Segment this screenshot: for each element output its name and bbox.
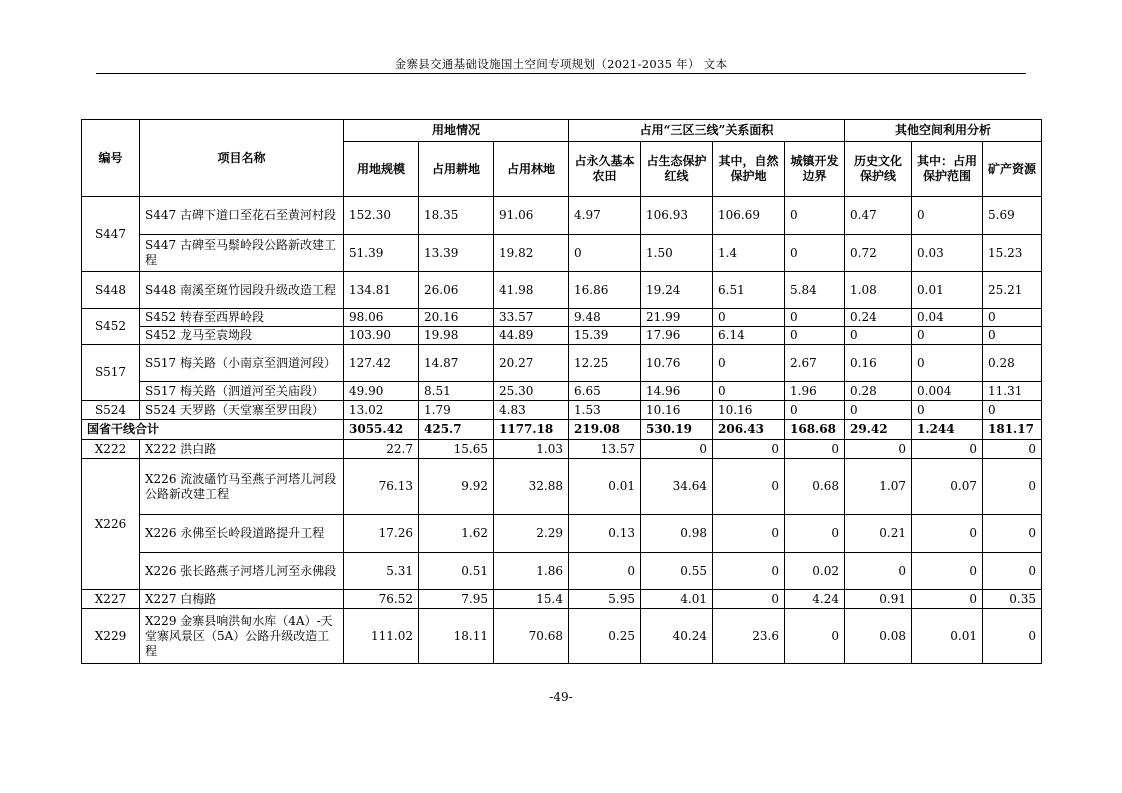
value-cell: 0.16 bbox=[845, 345, 912, 382]
value-cell: 0.13 bbox=[569, 515, 641, 553]
project-name: S447 古碑至马鬃岭段公路新改建工程 bbox=[140, 235, 344, 272]
value-cell: 0 bbox=[845, 440, 912, 459]
value-cell: 13.57 bbox=[569, 440, 641, 459]
value-cell: 0 bbox=[713, 309, 785, 327]
table-row bbox=[82, 197, 1042, 235]
table-row bbox=[82, 459, 1042, 515]
value-cell: 20.16 bbox=[419, 309, 494, 327]
value-cell: 19.98 bbox=[419, 327, 494, 345]
value-cell: 7.95 bbox=[419, 590, 494, 609]
project-name: X226 张长路燕子河塔儿河至永佛段 bbox=[140, 553, 344, 590]
value-cell: 41.98 bbox=[494, 272, 569, 309]
value-cell: 0 bbox=[983, 401, 1042, 420]
value-cell: 0 bbox=[983, 515, 1042, 553]
table-row bbox=[82, 401, 1042, 420]
value-cell: 0 bbox=[983, 440, 1042, 459]
value-cell: 5.31 bbox=[344, 553, 419, 590]
value-cell: 1.86 bbox=[494, 553, 569, 590]
value-cell: 4.83 bbox=[494, 401, 569, 420]
value-cell: 9.92 bbox=[419, 459, 494, 515]
sub-header: 用地规模 bbox=[344, 142, 419, 197]
sub-header: 占用耕地 bbox=[419, 142, 494, 197]
sub-header: 占生态保护红线 bbox=[641, 142, 713, 197]
col-header-name: 项目名称 bbox=[140, 120, 344, 197]
value-cell: 0 bbox=[785, 609, 845, 664]
row-code: X226 bbox=[82, 459, 140, 590]
page-number: -49- bbox=[549, 690, 573, 704]
project-name: X229 金寨县响洪甸水库（4A）-天堂寨风景区（5A）公路升级改造工程 bbox=[140, 609, 344, 664]
value-cell: 20.27 bbox=[494, 345, 569, 382]
value-cell: 152.30 bbox=[344, 197, 419, 235]
group-header-three-zones: 占用“三区三线”关系面积 bbox=[569, 120, 845, 142]
value-cell: 0.28 bbox=[983, 345, 1042, 382]
value-cell: 0.35 bbox=[983, 590, 1042, 609]
value-cell: 23.6 bbox=[713, 609, 785, 664]
value-cell: 4.97 bbox=[569, 197, 641, 235]
total-value: 181.17 bbox=[983, 420, 1042, 440]
value-cell: 13.02 bbox=[344, 401, 419, 420]
table-row bbox=[82, 553, 1042, 590]
project-name: S448 南溪至斑竹园段升级改造工程 bbox=[140, 272, 344, 309]
value-cell: 9.48 bbox=[569, 309, 641, 327]
value-cell: 0.08 bbox=[845, 609, 912, 664]
project-name: S517 梅关路（小南京至泗道河段） bbox=[140, 345, 344, 382]
value-cell: 0 bbox=[983, 553, 1042, 590]
value-cell: 1.07 bbox=[845, 459, 912, 515]
value-cell: 10.76 bbox=[641, 345, 713, 382]
value-cell: 0 bbox=[912, 345, 983, 382]
value-cell: 14.96 bbox=[641, 382, 713, 401]
value-cell: 0.21 bbox=[845, 515, 912, 553]
row-code: X227 bbox=[82, 590, 140, 609]
value-cell: 76.52 bbox=[344, 590, 419, 609]
total-value: 219.08 bbox=[569, 420, 641, 440]
value-cell: 1.4 bbox=[713, 235, 785, 272]
table-row bbox=[82, 235, 1042, 272]
row-code: S517 bbox=[82, 345, 140, 401]
value-cell: 17.96 bbox=[641, 327, 713, 345]
value-cell: 0 bbox=[912, 515, 983, 553]
value-cell: 76.13 bbox=[344, 459, 419, 515]
value-cell: 2.67 bbox=[785, 345, 845, 382]
value-cell: 0 bbox=[912, 401, 983, 420]
value-cell: 0.72 bbox=[845, 235, 912, 272]
value-cell: 0 bbox=[713, 515, 785, 553]
value-cell: 21.99 bbox=[641, 309, 713, 327]
value-cell: 0 bbox=[845, 401, 912, 420]
table-row bbox=[82, 609, 1042, 664]
value-cell: 0 bbox=[713, 459, 785, 515]
page-header: 金寨县交通基础设施国土空间专项规划（2021-2035 年） 文本 bbox=[394, 57, 728, 71]
group-header-land: 用地情况 bbox=[344, 120, 569, 142]
value-cell: 15.23 bbox=[983, 235, 1042, 272]
value-cell: 18.35 bbox=[419, 197, 494, 235]
value-cell: 1.62 bbox=[419, 515, 494, 553]
value-cell: 4.01 bbox=[641, 590, 713, 609]
value-cell: 0 bbox=[785, 235, 845, 272]
value-cell: 26.06 bbox=[419, 272, 494, 309]
value-cell: 0 bbox=[845, 553, 912, 590]
value-cell: 0.004 bbox=[912, 382, 983, 401]
value-cell: 0 bbox=[912, 590, 983, 609]
value-cell: 0.25 bbox=[569, 609, 641, 664]
value-cell: 15.4 bbox=[494, 590, 569, 609]
table-row bbox=[82, 382, 1042, 401]
value-cell: 1.50 bbox=[641, 235, 713, 272]
value-cell: 106.69 bbox=[713, 197, 785, 235]
value-cell: 1.53 bbox=[569, 401, 641, 420]
value-cell: 10.16 bbox=[713, 401, 785, 420]
value-cell: 0 bbox=[912, 440, 983, 459]
project-name: S524 天罗路（天堂寨至罗田段） bbox=[140, 401, 344, 420]
value-cell: 0 bbox=[912, 553, 983, 590]
value-cell: 34.64 bbox=[641, 459, 713, 515]
value-cell: 0 bbox=[569, 553, 641, 590]
total-row bbox=[82, 420, 1042, 440]
value-cell: 0.01 bbox=[912, 609, 983, 664]
value-cell: 16.86 bbox=[569, 272, 641, 309]
value-cell: 13.39 bbox=[419, 235, 494, 272]
header-rule bbox=[96, 73, 1026, 74]
row-code: S447 bbox=[82, 197, 140, 272]
value-cell: 18.11 bbox=[419, 609, 494, 664]
value-cell: 44.89 bbox=[494, 327, 569, 345]
value-cell: 1.96 bbox=[785, 382, 845, 401]
land-use-table bbox=[81, 119, 1042, 664]
value-cell: 111.02 bbox=[344, 609, 419, 664]
value-cell: 98.06 bbox=[344, 309, 419, 327]
value-cell: 0.51 bbox=[419, 553, 494, 590]
table-row bbox=[82, 345, 1042, 382]
row-code: X222 bbox=[82, 440, 140, 459]
table-row bbox=[82, 327, 1042, 345]
total-label: 国省干线合计 bbox=[82, 420, 344, 440]
total-value: 168.68 bbox=[785, 420, 845, 440]
value-cell: 91.06 bbox=[494, 197, 569, 235]
table-row bbox=[82, 272, 1042, 309]
value-cell: 33.57 bbox=[494, 309, 569, 327]
value-cell: 5.95 bbox=[569, 590, 641, 609]
value-cell: 0.02 bbox=[785, 553, 845, 590]
value-cell: 5.69 bbox=[983, 197, 1042, 235]
value-cell: 25.21 bbox=[983, 272, 1042, 309]
sub-header: 其中：占用保护范围 bbox=[912, 142, 983, 197]
value-cell: 0 bbox=[641, 440, 713, 459]
value-cell: 0.01 bbox=[912, 272, 983, 309]
value-cell: 0.91 bbox=[845, 590, 912, 609]
value-cell: 6.65 bbox=[569, 382, 641, 401]
value-cell: 0 bbox=[983, 459, 1042, 515]
value-cell: 10.16 bbox=[641, 401, 713, 420]
value-cell: 12.25 bbox=[569, 345, 641, 382]
project-name: X222 洪白路 bbox=[140, 440, 344, 459]
value-cell: 127.42 bbox=[344, 345, 419, 382]
value-cell: 0 bbox=[983, 327, 1042, 345]
total-value: 530.19 bbox=[641, 420, 713, 440]
value-cell: 8.51 bbox=[419, 382, 494, 401]
value-cell: 70.68 bbox=[494, 609, 569, 664]
total-value: 206.43 bbox=[713, 420, 785, 440]
project-name: X226 流波礚竹马至燕子河塔儿河段公路新改建工程 bbox=[140, 459, 344, 515]
row-code: S448 bbox=[82, 272, 140, 309]
table-row bbox=[82, 440, 1042, 459]
project-name: S452 龙马至袁坳段 bbox=[140, 327, 344, 345]
project-name: S447 古碑下道口至花石至黄河村段 bbox=[140, 197, 344, 235]
value-cell: 19.24 bbox=[641, 272, 713, 309]
value-cell: 0 bbox=[785, 401, 845, 420]
value-cell: 103.90 bbox=[344, 327, 419, 345]
value-cell: 19.82 bbox=[494, 235, 569, 272]
project-name: S517 梅关路（泗道河至关庙段） bbox=[140, 382, 344, 401]
value-cell: 14.87 bbox=[419, 345, 494, 382]
sub-header: 历史文化保护线 bbox=[845, 142, 912, 197]
value-cell: 1.79 bbox=[419, 401, 494, 420]
value-cell: 0.68 bbox=[785, 459, 845, 515]
value-cell: 1.03 bbox=[494, 440, 569, 459]
value-cell: 0.01 bbox=[569, 459, 641, 515]
group-header-other: 其他空间利用分析 bbox=[845, 120, 1042, 142]
value-cell: 0 bbox=[845, 327, 912, 345]
total-value: 29.42 bbox=[845, 420, 912, 440]
value-cell: 0 bbox=[785, 440, 845, 459]
value-cell: 0 bbox=[983, 609, 1042, 664]
value-cell: 0.47 bbox=[845, 197, 912, 235]
table-row bbox=[82, 309, 1042, 327]
value-cell: 0 bbox=[983, 309, 1042, 327]
value-cell: 0.28 bbox=[845, 382, 912, 401]
row-code: S452 bbox=[82, 309, 140, 345]
value-cell: 4.24 bbox=[785, 590, 845, 609]
value-cell: 0.98 bbox=[641, 515, 713, 553]
value-cell: 0.03 bbox=[912, 235, 983, 272]
table-row bbox=[82, 590, 1042, 609]
project-name: X226 永佛至长岭段道路提升工程 bbox=[140, 515, 344, 553]
value-cell: 0.55 bbox=[641, 553, 713, 590]
value-cell: 15.39 bbox=[569, 327, 641, 345]
value-cell: 0 bbox=[713, 440, 785, 459]
value-cell: 22.7 bbox=[344, 440, 419, 459]
value-cell: 25.30 bbox=[494, 382, 569, 401]
value-cell: 11.31 bbox=[983, 382, 1042, 401]
sub-header: 矿产资源 bbox=[983, 142, 1042, 197]
value-cell: 2.29 bbox=[494, 515, 569, 553]
value-cell: 134.81 bbox=[344, 272, 419, 309]
value-cell: 0 bbox=[713, 382, 785, 401]
value-cell: 0.04 bbox=[912, 309, 983, 327]
value-cell: 15.65 bbox=[419, 440, 494, 459]
sub-header: 城镇开发边界 bbox=[785, 142, 845, 197]
value-cell: 0 bbox=[785, 309, 845, 327]
value-cell: 0 bbox=[569, 235, 641, 272]
value-cell: 0 bbox=[912, 327, 983, 345]
value-cell: 106.93 bbox=[641, 197, 713, 235]
project-name: X227 白梅路 bbox=[140, 590, 344, 609]
total-value: 1177.18 bbox=[494, 420, 569, 440]
value-cell: 0 bbox=[713, 553, 785, 590]
total-value: 3055.42 bbox=[344, 420, 419, 440]
value-cell: 0.07 bbox=[912, 459, 983, 515]
value-cell: 0 bbox=[785, 197, 845, 235]
value-cell: 0 bbox=[713, 590, 785, 609]
value-cell: 0 bbox=[785, 327, 845, 345]
row-code: X229 bbox=[82, 609, 140, 664]
value-cell: 0 bbox=[785, 515, 845, 553]
sub-header: 其中，自然保护地 bbox=[713, 142, 785, 197]
value-cell: 6.51 bbox=[713, 272, 785, 309]
value-cell: 6.14 bbox=[713, 327, 785, 345]
value-cell: 5.84 bbox=[785, 272, 845, 309]
value-cell: 0 bbox=[713, 345, 785, 382]
value-cell: 0 bbox=[912, 197, 983, 235]
value-cell: 40.24 bbox=[641, 609, 713, 664]
value-cell: 0.24 bbox=[845, 309, 912, 327]
table-row bbox=[82, 515, 1042, 553]
value-cell: 51.39 bbox=[344, 235, 419, 272]
value-cell: 17.26 bbox=[344, 515, 419, 553]
value-cell: 32.88 bbox=[494, 459, 569, 515]
sub-header: 占用林地 bbox=[494, 142, 569, 197]
total-value: 425.7 bbox=[419, 420, 494, 440]
value-cell: 49.90 bbox=[344, 382, 419, 401]
total-value: 1.244 bbox=[912, 420, 983, 440]
project-name: S452 转春至西界岭段 bbox=[140, 309, 344, 327]
col-header-code: 编号 bbox=[82, 120, 140, 197]
value-cell: 1.08 bbox=[845, 272, 912, 309]
sub-header: 占永久基本农田 bbox=[569, 142, 641, 197]
row-code: S524 bbox=[82, 401, 140, 420]
